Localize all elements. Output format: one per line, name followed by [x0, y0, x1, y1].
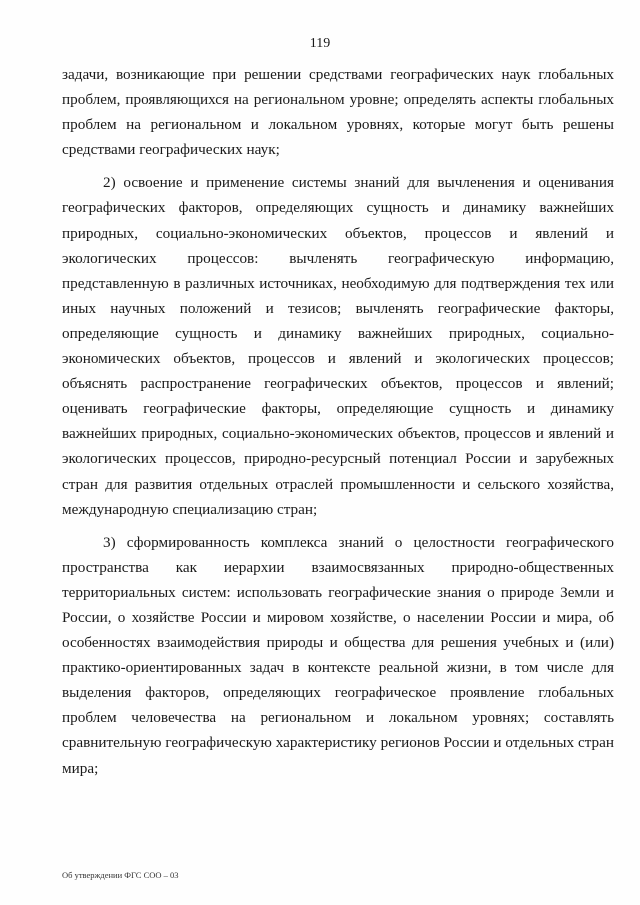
page-footer: Об утверждении ФГС СОО – 03 — [62, 870, 179, 880]
paragraph-item-2: 2) освоение и применение системы знаний для вычленения и оценивания географических факторов, определяющих сущность и динамику важнейших природных, социально-экономических объектов, процессов и явлений и экологических процессов: вычленять географическую информацию, представленную в различных источниках, необходимую для подтверждения тех или иных научных положений и тезисов; вычленять географические факторы, определяющие сущность и динамику важнейших природных, социально-экономических объектов, процессов и явлений и экологических процессов; объяснять распространение географических объектов, процессов и явлений; оценивать географические факторы, определяющие сущность и динамику важнейших природных, социально-экономических объектов, процессов и явлений и экологических процессов, природно-ресурсный потенциал России и зарубежных стран для развития отдельных отраслей промышленности и сельского хозяйства, международную специализацию стран; — [62, 174, 614, 518]
paragraph-item-3: 3) сформированность комплекса знаний о целостности географического пространства как иерархии взаимосвязанных природно-общественных территориальных систем: использовать географические знания о природе Земли и России, о хозяйстве России и мировом хозяйстве, о населении России и мира, об особенностях взаимодействия природы и общества для решения учебных и (или) практико-ориентированных задач в контексте реальной жизни, в том числе для выделения факторов, определяющих географическое проявление глобальных проблем человечества на региональном и локальном уровнях; составлять сравнительную географическую характеристику регионов России и отдельных стран мира; — [62, 533, 614, 777]
paragraph-continuation: задачи, возникающие при решении средствами географических наук глобальных проблем, проявляющихся на региональном уровне; определять аспекты глобальных проблем на региональном и локальном уровнях, которые могут быть решены средствами географических наук; — [62, 66, 614, 159]
body-text — [62, 62, 614, 781]
page-number: 119 — [309, 36, 331, 51]
